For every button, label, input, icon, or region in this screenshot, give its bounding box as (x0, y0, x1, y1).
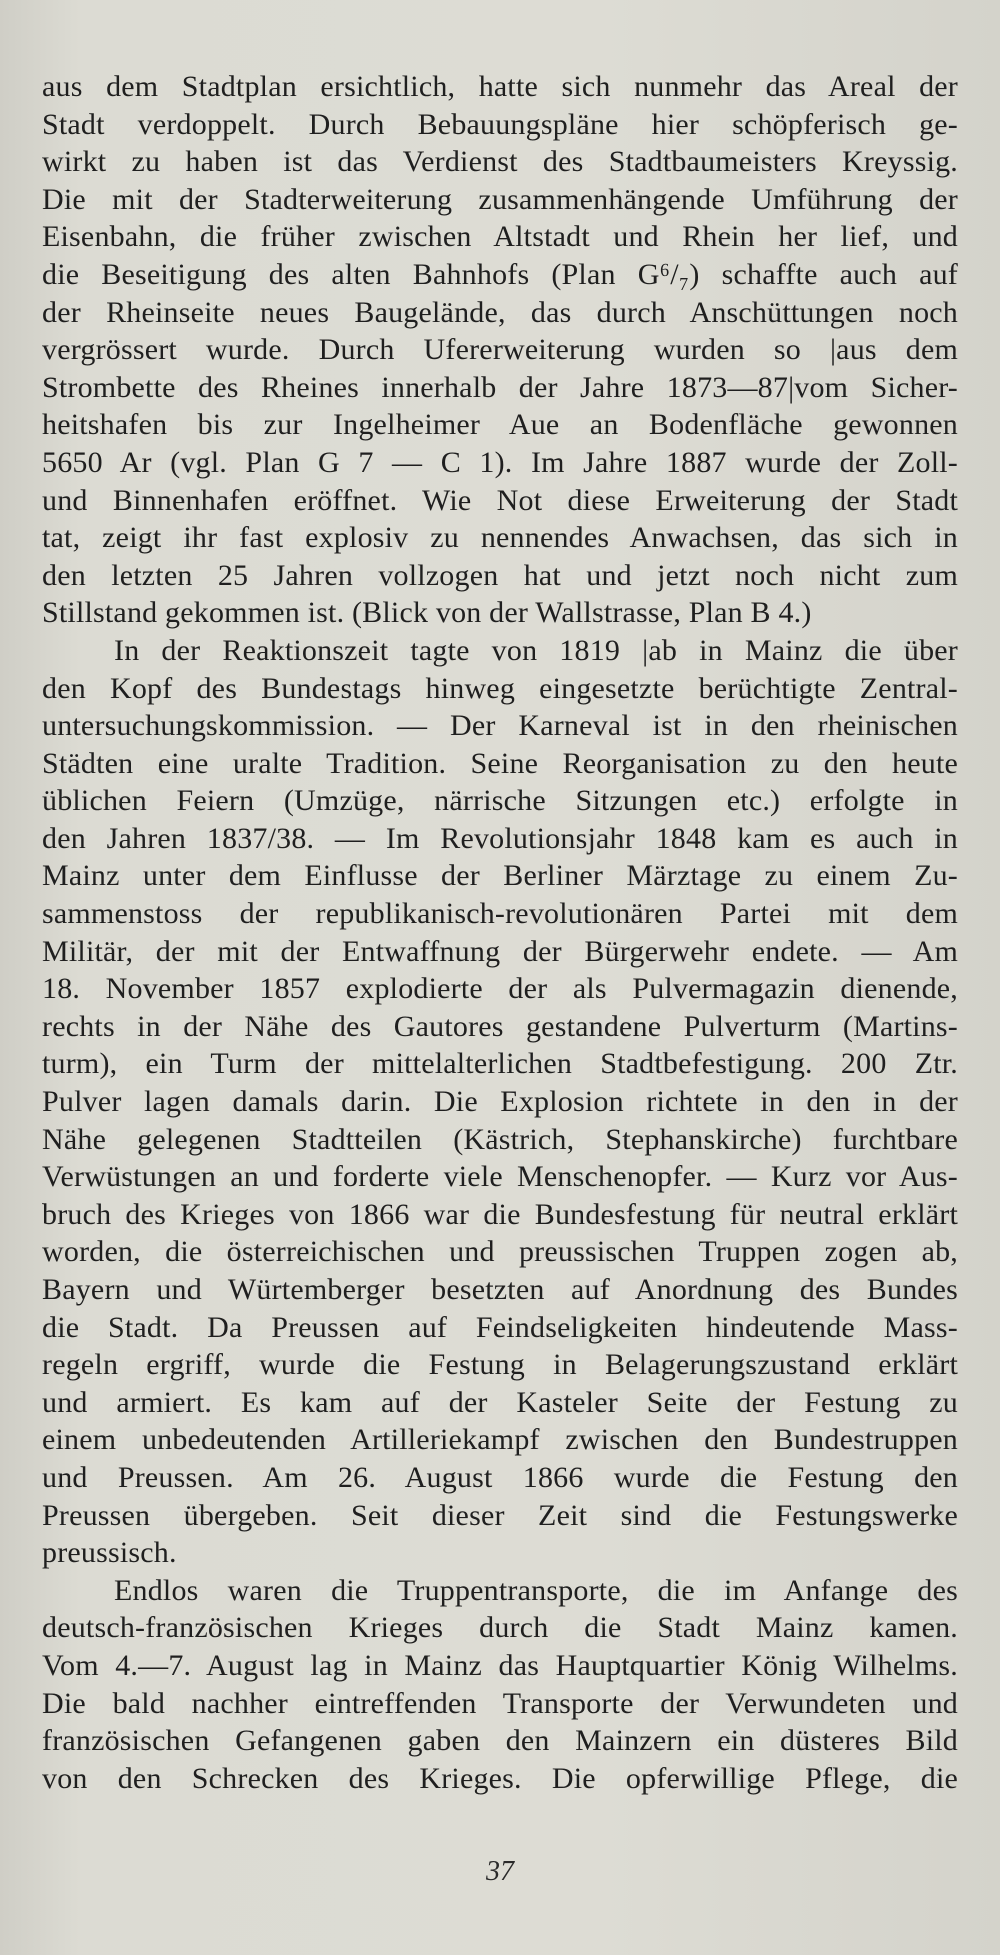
text-line: Endlos waren die Truppentransporte, die im Anfange des (114, 1573, 958, 1607)
page-number: 37 (486, 1856, 514, 1887)
text-line: Pulver lagen damals darin. Die Explosion richtete in den in der (42, 1085, 958, 1119)
text-line: aus dem Stadtplan ersichtlich, hatte sich nunmehr das Areal der (42, 70, 958, 103)
text-line: Mainz unter dem Einflusse der Berliner Märztage zu einem Zu- (42, 859, 958, 893)
text-line: regeln ergriff, wurde die Festung in Belagerungszustand erklärt (42, 1348, 958, 1382)
text-line: Verwüstungen an und forderte viele Menschenopfer. — Kurz vor Aus- (42, 1160, 958, 1194)
text-line: rechts in der Nähe des Gautores gestandene Pulverturm (Martins- (42, 1009, 958, 1043)
text-line: Strombette des Rheines innerhalb der Jahre 1873—87|vom Sicher- (42, 370, 958, 404)
paragraph (42, 1572, 958, 1798)
text-line: die Beseitigung des alten Bahnhofs (Plan G⁶/₇) schaffte auch auf (42, 257, 958, 291)
text-line: Die bald nachher eintreffenden Transporte der Verwundeten und (42, 1686, 958, 1720)
text-line: Nähe gelegenen Stadtteilen (Kästrich, Stephanskirche) furchtbare (42, 1122, 958, 1156)
text-line: vergrössert wurde. Durch Ufererweiterung wurden so |aus dem (42, 333, 958, 367)
text-line: Stadt verdoppelt. Durch Bebauungspläne hier schöpferisch ge- (42, 107, 958, 141)
text-line: Militär, der mit der Entwaffnung der Bürgerwehr endete. — Am (42, 934, 958, 968)
text-line: Die mit der Stadterweiterung zusammenhängende Umführung der (42, 182, 958, 216)
text-line: deutsch-französischen Krieges durch die Stadt Mainz kamen. (42, 1611, 958, 1645)
text-line: Stillstand gekommen ist. (Blick von der Wallstrasse, Plan B 4.) (42, 596, 812, 630)
text-line: üblichen Feiern (Umzüge, närrische Sitzungen etc.) erfolgte in (42, 784, 958, 818)
body-text (42, 68, 958, 1797)
text-line: und armiert. Es kam auf der Kasteler Seite der Festung zu (42, 1385, 958, 1419)
text-line: Bayern und Würtemberger besetzten auf Anordnung des Bundes (42, 1273, 958, 1306)
paragraph (42, 632, 958, 1572)
text-line: untersuchungskommission. — Der Karneval ist in den rheinischen (42, 709, 958, 743)
text-line: In der Reaktionszeit tagte von 1819 |ab in Mainz die über (114, 633, 958, 667)
text-line: 18. November 1857 explodierte der als Pulvermagazin dienende, (42, 972, 958, 1006)
text-line: französischen Gefangenen gaben den Mainzern ein düsteres Bild (42, 1724, 958, 1758)
text-line: den Jahren 1837/38. — Im Revolutionsjahr 1848 kam es auch in (42, 821, 958, 855)
paragraph (42, 68, 958, 632)
text-line: Eisenbahn, die früher zwischen Altstadt und Rhein her lief, und (42, 220, 958, 254)
text-line: 5650 Ar (vgl. Plan G 7 — C 1). Im Jahre 1887 wurde der Zoll- (42, 445, 958, 479)
text-line: den Kopf des Bundestags hinweg eingesetzte berüchtigte Zentral- (42, 671, 958, 705)
text-line: wirkt zu haben ist das Verdienst des Stadtbaumeisters Kreyssig. (42, 145, 958, 179)
text-line: die Stadt. Da Preussen auf Feindseligkeiten hindeutende Mass- (42, 1310, 958, 1344)
text-line: tat, zeigt ihr fast explosiv zu nennendes Anwachsen, das sich in (42, 521, 958, 555)
text-line: der Rheinseite neues Baugelände, das durch Anschüttungen noch (42, 295, 958, 329)
text-line: einem unbedeutenden Artilleriekampf zwischen den Bundestruppen (42, 1423, 958, 1457)
text-line: worden, die österreichischen und preussischen Truppen zogen ab, (42, 1235, 958, 1269)
text-line: bruch des Krieges von 1866 war die Bundesfestung für neutral erklärt (42, 1197, 958, 1231)
text-line: preussisch. (42, 1536, 177, 1570)
text-line: turm), ein Turm der mittelalterlichen Stadtbefestigung. 200 Ztr. (42, 1047, 958, 1081)
text-line: den letzten 25 Jahren vollzogen hat und jetzt noch nicht zum (42, 558, 958, 592)
text-line: sammenstoss der republikanisch-revolutionären Partei mit dem (42, 897, 958, 931)
text-line: von den Schrecken des Krieges. Die opferwillige Pflege, die (42, 1761, 958, 1795)
text-line: Preussen übergeben. Seit dieser Zeit sind die Festungswerke (42, 1498, 958, 1532)
text-line: und Binnenhafen eröffnet. Wie Not diese Erweiterung der Stadt (42, 483, 958, 517)
text-line: Vom 4.—7. August lag in Mainz das Hauptquartier König Wilhelms. (42, 1648, 958, 1682)
text-line: heitshafen bis zur Ingelheimer Aue an Bodenfläche gewonnen (42, 408, 958, 442)
text-line: und Preussen. Am 26. August 1866 wurde die Festung den (42, 1460, 958, 1494)
text-line: Städten eine uralte Tradition. Seine Reorganisation zu den heute (42, 746, 958, 780)
